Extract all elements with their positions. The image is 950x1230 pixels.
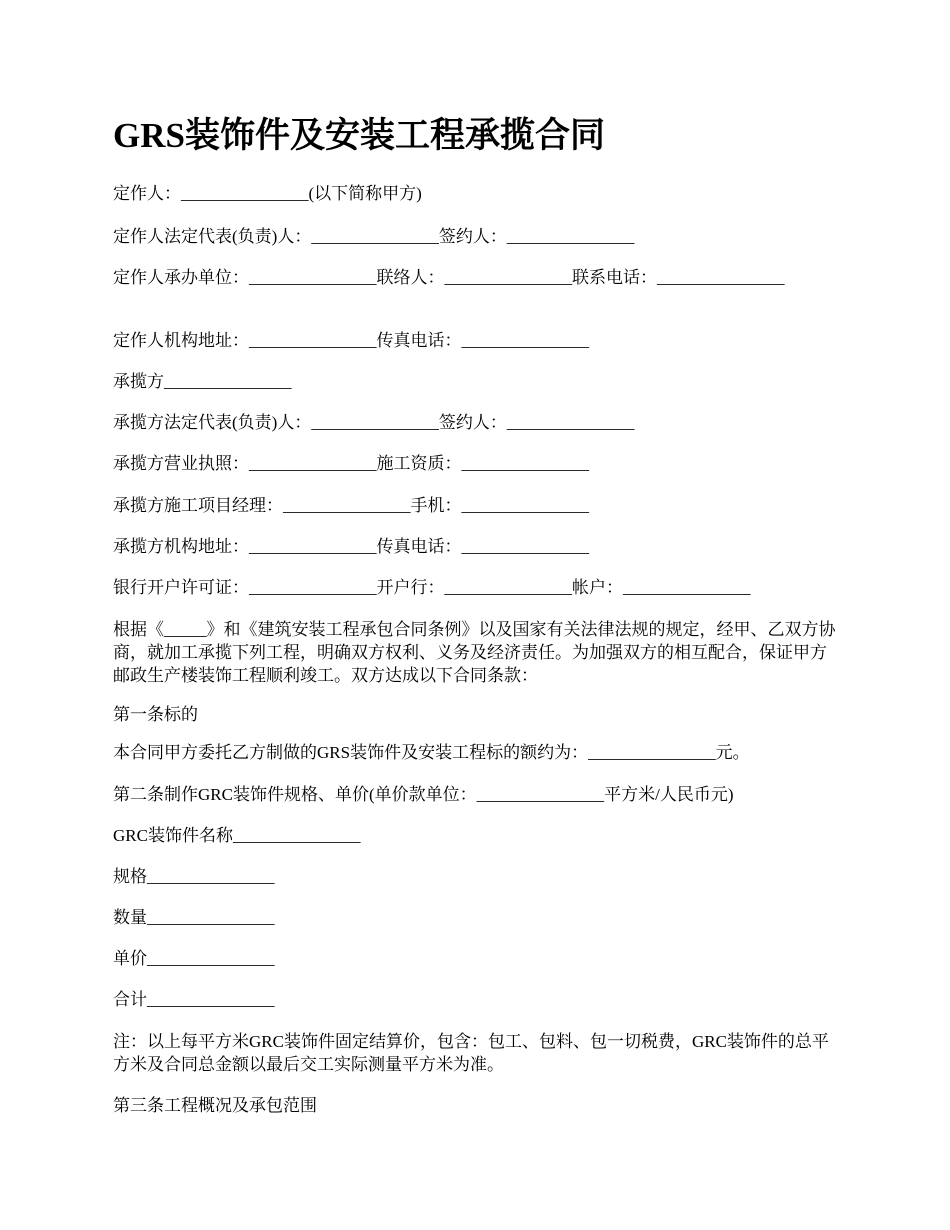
clause-orderer-representative: 定作人法定代表(负责)人：_______________签约人：_______________ [113,227,635,246]
pricing-note: 注：以上每平方米GRC装饰件固定结算价，包含：包工、包料、包一切税费，GRC装饰件的总平方米及合同总金额以最后交工实际测量平方米为准。 [113,1032,829,1074]
item-total: 合计_______________ [113,990,275,1009]
item-quantity: 数量_______________ [113,908,275,927]
clause-orderer: 定作人：_______________(以下简称甲方) [113,184,422,203]
clause-project-manager: 承揽方施工项目经理：_______________手机：_______________ [113,496,589,515]
clause-orderer-address: 定作人机构地址：_______________传真电话：_______________ [113,331,589,350]
clause-contractor: 承揽方_______________ [113,372,292,391]
item-name: GRC装饰件名称_______________ [113,826,361,845]
article-1-body: 本合同甲方委托乙方制做的GRS装饰件及安装工程标的额约为：_______________元。 [113,743,750,762]
clause-preamble: 根据《_____》和《建筑安装工程承包合同条例》以及国家有关法律法规的规定，经甲、乙双方协商，就加工承揽下列工程，明确双方权利、义务及经济责任。为加强双方的相互配合，保证甲方邮政生产楼装饰工程顺利竣工。双方达成以下合同条款： [113,620,836,685]
clause-bank-account: 银行开户许可证：_______________开户行：_______________帐户：_______________ [113,578,751,597]
item-spec: 规格_______________ [113,867,275,886]
article-2-heading: 第二条制作GRC装饰件规格、单价(单价款单位：_______________平方米/人民币元) [113,785,734,804]
article-1-heading: 第一条标的 [113,705,198,724]
clause-orderer-unit: 定作人承办单位：_______________联络人：_______________联系电话：_______________ [113,268,785,287]
clause-contractor-license: 承揽方营业执照：_______________施工资质：_______________ [113,454,589,473]
document-title: GRS装饰件及安装工程承揽合同 [113,116,605,155]
clause-contractor-address: 承揽方机构地址：_______________传真电话：_______________ [113,537,589,556]
clause-contractor-representative: 承揽方法定代表(负责)人：_______________签约人：_______________ [113,413,635,432]
article-3-heading: 第三条工程概况及承包范围 [113,1096,317,1115]
item-unit-price: 单价_______________ [113,949,275,968]
